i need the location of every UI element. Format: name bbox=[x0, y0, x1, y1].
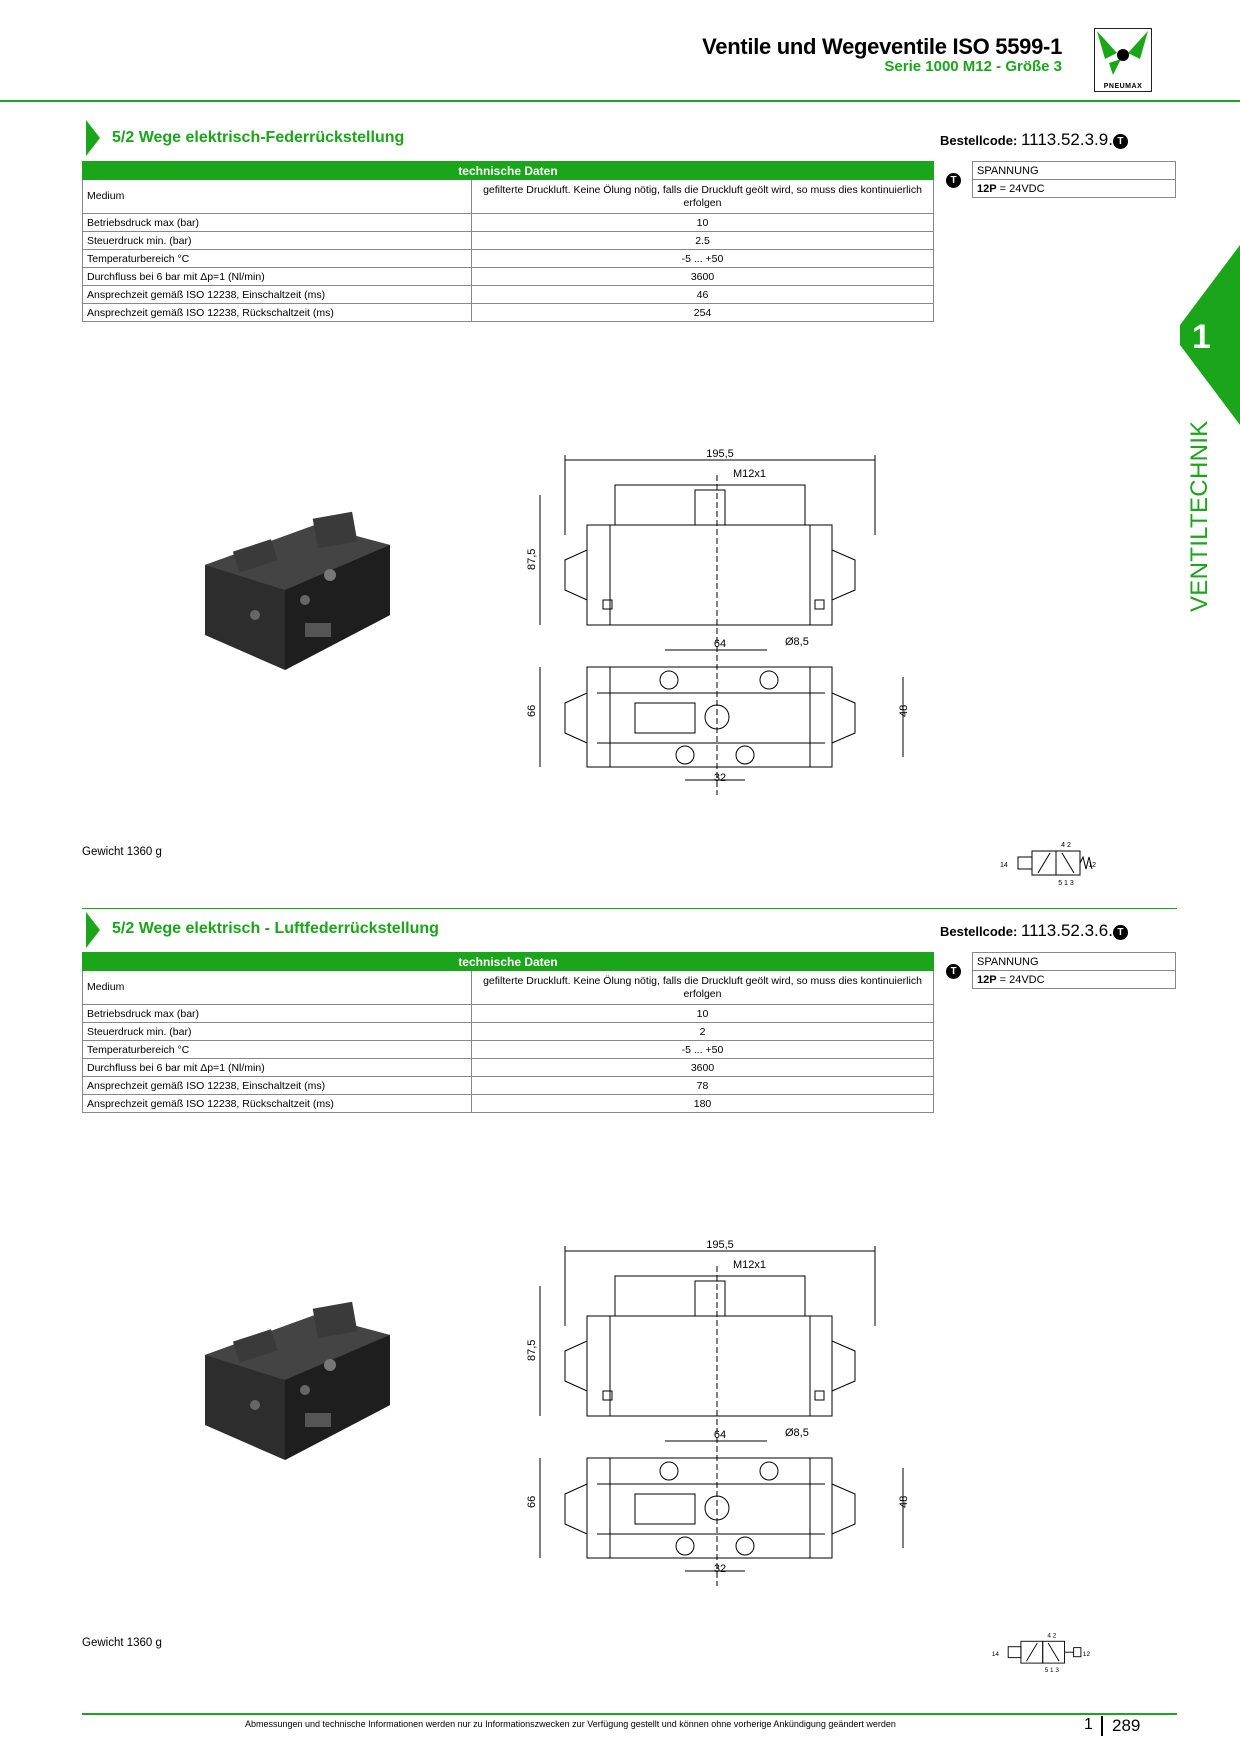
voltage-marker: T bbox=[946, 964, 961, 979]
table-row: Medium gefilterte Druckluft. Keine Ölung nötig, falls die Druckluft geölt wird, so muss dies kontinuierlich erfolgen bbox=[83, 180, 934, 214]
valve-photo bbox=[195, 505, 395, 685]
pneumax-logo bbox=[1094, 28, 1152, 92]
table-row: Durchfluss bei 6 bar mit Δp=1 (Nl/min) 3600 bbox=[83, 1059, 934, 1077]
dim-height: 87,5 bbox=[526, 548, 538, 570]
dim-pitch: 64 bbox=[713, 1429, 727, 1441]
dim-inner: 48 bbox=[898, 704, 910, 717]
page-number: 289 bbox=[1112, 1716, 1141, 1735]
svg-text:14: 14 bbox=[1000, 862, 1008, 869]
pneumatic-symbol bbox=[998, 835, 1098, 895]
page-title: Ventile und Wegeventile ISO 5599-1 bbox=[702, 34, 1062, 59]
table-row: Temperaturbereich °C -5 ... +50 bbox=[83, 1041, 934, 1059]
svg-text:12: 12 bbox=[1082, 1650, 1090, 1658]
order-code-value: 1113.52.3.6. bbox=[1020, 921, 1113, 940]
footer-separator bbox=[1101, 1716, 1103, 1736]
order-marker: T bbox=[1113, 134, 1128, 149]
technical-drawing bbox=[526, 1236, 935, 1596]
dim-width: 66 bbox=[526, 704, 538, 717]
svg-text:12: 12 bbox=[1088, 862, 1096, 869]
page-subtitle: Serie 1000 M12 - Größe 3 bbox=[884, 58, 1062, 75]
order-code bbox=[940, 130, 1128, 150]
logo-text: PNEUMAX bbox=[1103, 83, 1143, 90]
section-arrow-icon bbox=[86, 120, 100, 156]
footer-rule bbox=[82, 1713, 1177, 1715]
svg-text:5 1 3: 5 1 3 bbox=[1058, 880, 1074, 887]
order-code-label: Bestellcode: bbox=[940, 133, 1018, 148]
table-row: Betriebsdruck max (bar) 10 bbox=[83, 214, 934, 232]
chapter-label: VENTILTECHNIK bbox=[1186, 420, 1213, 612]
table-row: Ansprechzeit gemäß ISO 12238, Rückschaltzeit (ms) 254 bbox=[83, 304, 934, 322]
table-row: Ansprechzeit gemäß ISO 12238, Einschaltzeit (ms) 46 bbox=[83, 286, 934, 304]
weight-label: Gewicht 1360 g bbox=[82, 1637, 162, 1649]
section-title: 5/2 Wege elektrisch - Luftfederrückstellung bbox=[112, 920, 439, 937]
valve-photo bbox=[195, 1295, 395, 1475]
voltage-table: SPANNUNG 12P = 24VDC bbox=[972, 952, 1176, 989]
dim-port: 32 bbox=[713, 1563, 727, 1575]
svg-text:14: 14 bbox=[991, 1650, 999, 1658]
svg-text:5 1 3: 5 1 3 bbox=[1044, 1667, 1059, 1675]
dim-hole: Ø8,5 bbox=[785, 1427, 809, 1439]
table-row: Ansprechzeit gemäß ISO 12238, Einschaltzeit (ms) 78 bbox=[83, 1077, 934, 1095]
dim-width: 66 bbox=[526, 1495, 538, 1508]
technical-drawing bbox=[526, 445, 935, 805]
svg-text:4 2: 4 2 bbox=[1047, 1632, 1057, 1640]
order-code-value: 1113.52.3.9. bbox=[1020, 130, 1113, 149]
table-row: Steuerdruck min. (bar) 2 bbox=[83, 1023, 934, 1041]
dim-hole: Ø8,5 bbox=[785, 636, 809, 648]
header-rule bbox=[0, 100, 1240, 102]
table-header: technische Daten bbox=[83, 162, 934, 180]
table-row: Temperaturbereich °C -5 ... +50 bbox=[83, 250, 934, 268]
svg-text:4 2: 4 2 bbox=[1061, 842, 1071, 849]
table-row: Durchfluss bei 6 bar mit Δp=1 (Nl/min) 3600 bbox=[83, 268, 934, 286]
order-code-label: Bestellcode: bbox=[940, 924, 1018, 939]
chapter-number: 1 bbox=[1192, 318, 1211, 356]
table-row: Ansprechzeit gemäß ISO 12238, Rückschaltzeit (ms) 180 bbox=[83, 1095, 934, 1113]
order-marker: T bbox=[1113, 925, 1128, 940]
voltage-marker: T bbox=[946, 173, 961, 188]
tech-data-table bbox=[82, 161, 934, 322]
section-divider bbox=[82, 908, 1177, 909]
footer-chapter: 1 bbox=[1084, 1716, 1093, 1733]
dim-height: 87,5 bbox=[526, 1339, 538, 1361]
table-header: technische Daten bbox=[83, 953, 934, 971]
dim-pitch: 64 bbox=[713, 638, 727, 650]
dim-length: 195,5 bbox=[706, 1239, 734, 1251]
order-code bbox=[940, 921, 1128, 941]
footer-disclaimer: Abmessungen und technische Informationen werden nur zu Informationszwecken zur Verfügung gestellt und können ohne vorherige Ankündigung geändert werden bbox=[245, 1719, 896, 1729]
dim-thread: M12x1 bbox=[733, 1259, 767, 1271]
table-row: Steuerdruck min. (bar) 2.5 bbox=[83, 232, 934, 250]
section-arrow-icon bbox=[86, 912, 100, 948]
pneumatic-symbol bbox=[990, 1624, 1090, 1684]
weight-label: Gewicht 1360 g bbox=[82, 846, 162, 858]
table-row: Medium gefilterte Druckluft. Keine Ölung nötig, falls die Druckluft geölt wird, so muss dies kontinuierlich erfolgen bbox=[83, 971, 934, 1005]
dim-inner: 48 bbox=[898, 1495, 910, 1508]
logo-icon bbox=[1095, 29, 1150, 79]
dim-length: 195,5 bbox=[706, 448, 734, 460]
tech-data-table bbox=[82, 952, 934, 1113]
dim-thread: M12x1 bbox=[733, 468, 767, 480]
section-title: 5/2 Wege elektrisch-Federrückstellung bbox=[112, 129, 405, 146]
voltage-table: SPANNUNG 12P = 24VDC bbox=[972, 161, 1176, 198]
dim-port: 32 bbox=[713, 772, 727, 784]
table-row: Betriebsdruck max (bar) 10 bbox=[83, 1005, 934, 1023]
